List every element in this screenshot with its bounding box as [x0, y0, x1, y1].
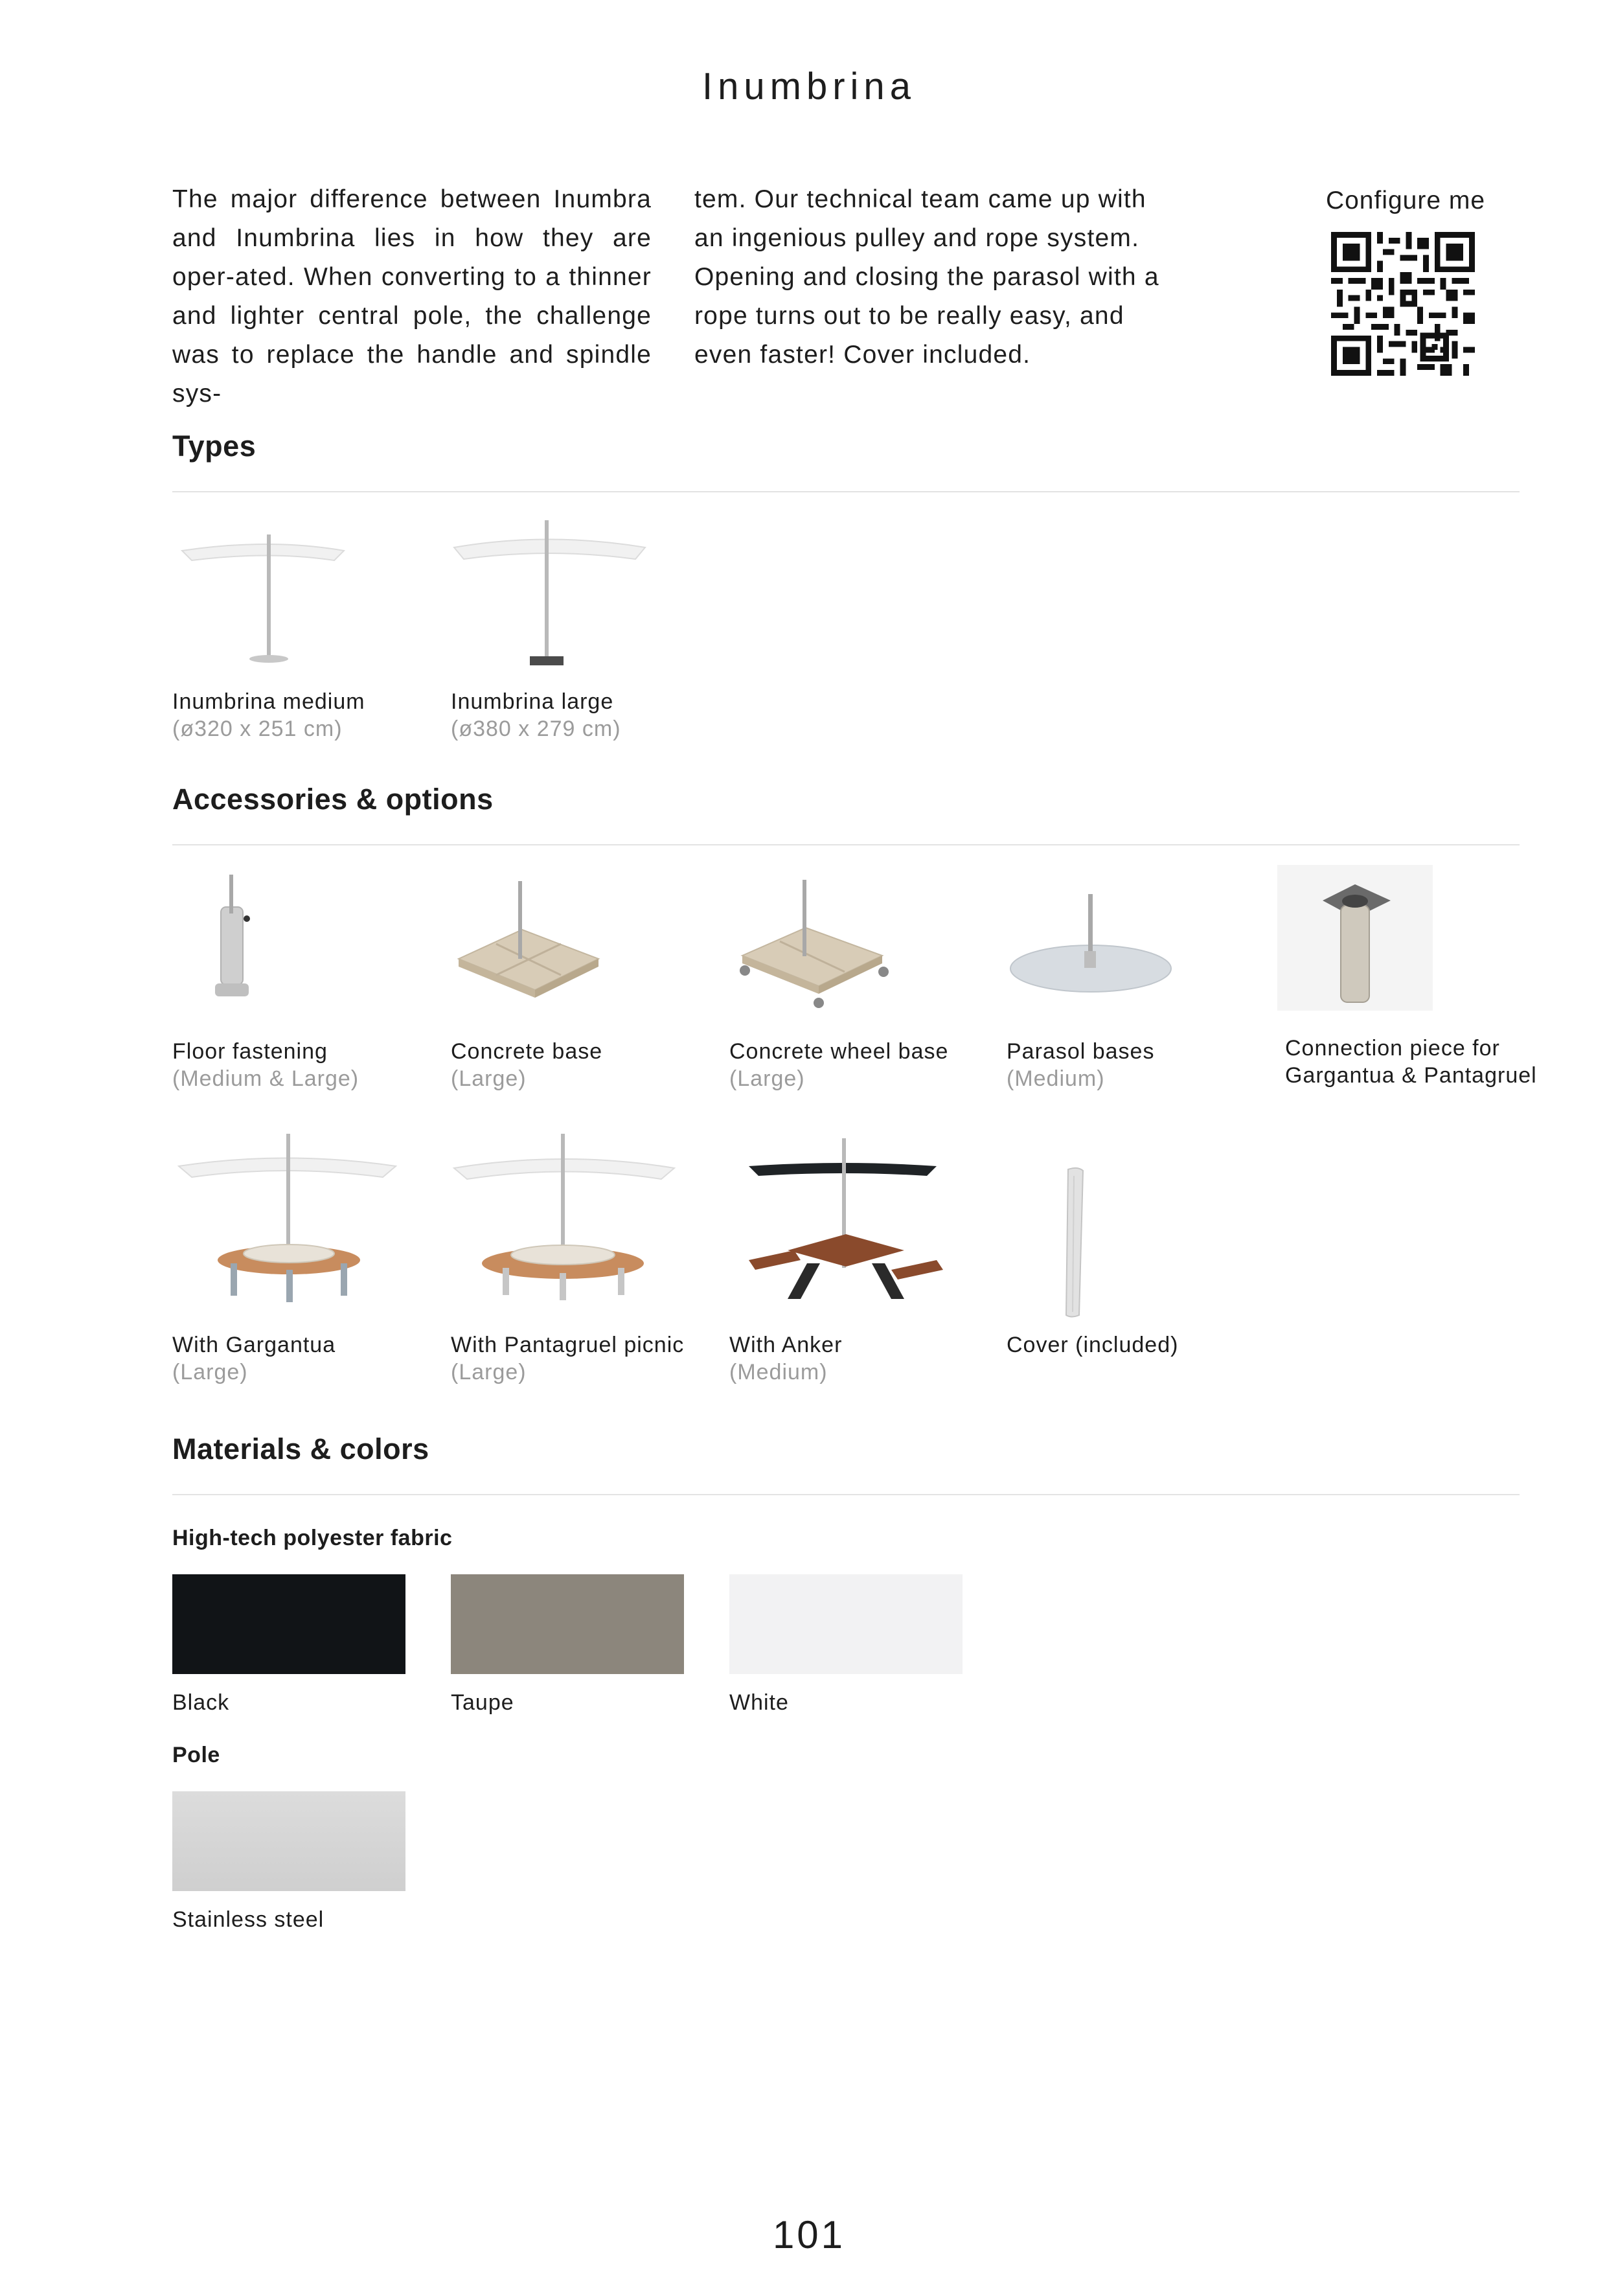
intro-column-2: tem. Our technical team came up with an ingenious pulley and rope system. Opening and closing the parasol with a rope turns out to be really easy, and even faster! Cover included.: [694, 185, 1159, 369]
type-size-large: (ø380 x 279 cm): [451, 717, 621, 741]
parasol-bases-image: [1007, 868, 1220, 1024]
swatch-white: [729, 1574, 963, 1674]
accessory-sub-connection-piece: Gargantua & Pantagruel: [1285, 1063, 1537, 1088]
accessory-name-connection-piece: Connection piece for: [1285, 1036, 1500, 1061]
fabric-label: High-tech polyester fabric: [172, 1526, 453, 1550]
gargantua-image: [172, 1131, 405, 1312]
swatch-name-black: Black: [172, 1690, 230, 1715]
concrete-wheel-base-image: [729, 868, 943, 1024]
accessory-sub-gargantua: (Large): [172, 1360, 248, 1384]
swatch-stainless-steel: [172, 1791, 405, 1891]
accessory-sub-pantagruel: (Large): [451, 1360, 527, 1384]
accessory-name-concrete-wheel-base: Concrete wheel base: [729, 1039, 949, 1064]
pantagruel-image: [451, 1131, 684, 1312]
swatch-name-white: White: [729, 1690, 789, 1715]
page-title: Inumbrina: [702, 65, 916, 108]
swatch-name-stainless-steel: Stainless steel: [172, 1907, 325, 1932]
accessory-sub-anker: (Medium): [729, 1360, 828, 1384]
materials-heading: Materials & colors: [172, 1432, 429, 1465]
accessory-name-gargantua: With Gargantua: [172, 1333, 336, 1357]
qr-code-icon[interactable]: [1331, 232, 1475, 376]
intro-column-1: The major difference between Inumbra and Inumbrina lies in how they are oper-ated. When converting to a thinner and lighter central pole, the challenge was to replace the handle and spindle sys-: [172, 185, 652, 408]
type-size-medium: (ø320 x 251 cm): [172, 717, 343, 741]
accessory-name-concrete-base: Concrete base: [451, 1039, 603, 1064]
accessory-name-parasol-bases: Parasol bases: [1007, 1039, 1155, 1064]
swatch-black: [172, 1574, 405, 1674]
accessory-sub-concrete-wheel-base: (Large): [729, 1066, 805, 1091]
pole-label: Pole: [172, 1743, 220, 1767]
accessory-name-cover: Cover (included): [1007, 1333, 1179, 1357]
connection-piece-image: [1277, 865, 1433, 1011]
accessories-heading: Accessories & options: [172, 783, 494, 816]
accessory-name-floor-fastening: Floor fastening: [172, 1039, 328, 1064]
page-number: 101: [772, 2213, 846, 2256]
type-name-large: Inumbrina large: [451, 689, 614, 714]
concrete-base-image: [451, 868, 665, 1024]
configure-label: Configure me: [1325, 187, 1486, 214]
floor-fastening-image: [172, 868, 386, 1024]
accessory-sub-parasol-bases: (Medium): [1007, 1066, 1105, 1091]
anker-image: [729, 1131, 963, 1312]
accessory-name-anker: With Anker: [729, 1333, 843, 1357]
parasol-medium-image: [172, 515, 386, 677]
type-name-medium: Inumbrina medium: [172, 689, 365, 714]
accessories-divider: [172, 844, 1520, 845]
cover-image: [1007, 1131, 1220, 1325]
parasol-large-image: [451, 515, 665, 677]
swatch-taupe: [451, 1574, 684, 1674]
materials-divider: [172, 1494, 1520, 1495]
accessory-name-pantagruel: With Pantagruel picnic: [451, 1333, 685, 1357]
types-heading: Types: [172, 430, 256, 463]
accessory-sub-floor-fastening: (Medium & Large): [172, 1066, 359, 1091]
types-divider: [172, 491, 1520, 492]
accessory-sub-concrete-base: (Large): [451, 1066, 527, 1091]
swatch-name-taupe: Taupe: [451, 1690, 514, 1715]
